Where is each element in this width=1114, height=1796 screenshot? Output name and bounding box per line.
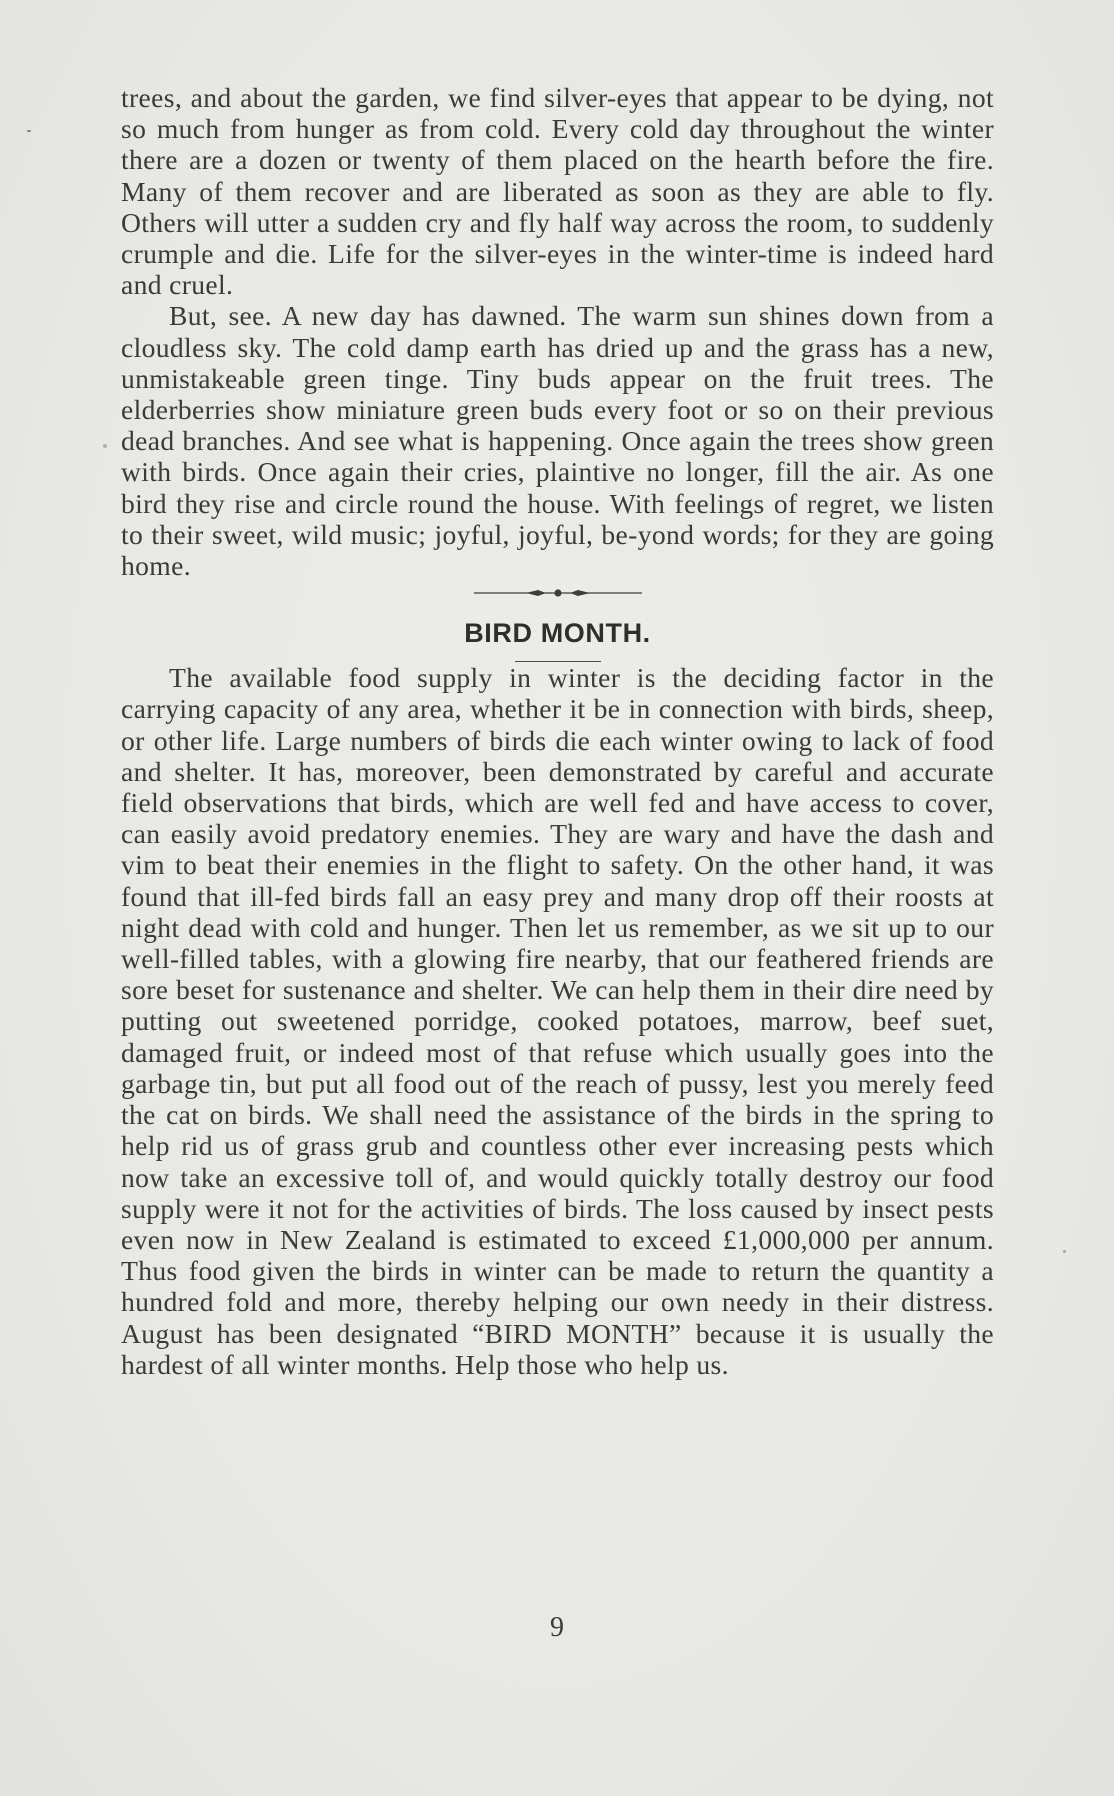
paper-speck <box>1063 1250 1066 1253</box>
section-paragraph: The available food supply in winter is the deciding factor in the carrying capacity of any area, whether it be in connection with birds, sheep, or other life. Large numbers of birds die each winter owing to lack of food and shelter. It has, moreover, been demonstrated by careful and accurate field observations that birds, which are well fed and have access to cover, can easily avoid predatory enemies. They are wary and have the dash and vim to beat their enemies in the flight to safety. On the other hand, it was found that ill-fed birds fall an easy prey and many drop off their roosts at night dead with cold and hunger. Then let us remember, as we sit up to our well-filled tables, with a glowing fire nearby, that our feathered friends are sore beset for sustenance and shelter. We can help them in their dire need by putting out sweetened porridge, cooked potatoes, marrow, beef suet, damaged fruit, or indeed most of that refuse which usually goes into the garbage tin, but put all food out of the reach of pussy, lest you merely feed the cat on birds. We shall need the assistance of the birds in the spring to help rid us of grass grub and countless other ever increasing pests which now take an excessive toll of, and would quickly totally destroy our food supply were it not for the activities of birds. The loss caused by insect pests even now in New Zealand is estimated to exceed £1,000,000 per annum. Thus food given the birds in winter can be made to return the quantity a hundred fold and more, thereby helping our own needy in their distress. August has been designated “BIRD MONTH” because it is usually the hardest of all winter months. Help those who help us. <box>121 662 994 1380</box>
page-number: 9 <box>550 1612 564 1643</box>
paragraph-continued-2: But, see. A new day has dawned. The warm sun shines down from a cloudless sky. The cold damp earth has dried up and the grass has a new, unmistakeable green tinge. Tiny buds appear on the fruit trees. The elderberries show miniature green buds every foot or so on their previous dead branches. And see what is happening. Once again the trees show green with birds. Once again their cries, plaintive no longer, fill the air. As one bird they rise and circle round the house. With feelings of regret, we listen to their sweet, wild music; joyful, joyful, be-yond words; for they are going home. <box>121 300 994 582</box>
ornament-divider <box>474 586 642 600</box>
paragraph-continued-1: trees, and about the garden, we find silver-eyes that appear to be dying, not so much from hunger as from cold. Every cold day throughout the winter there are a dozen or twenty of them placed on the hearth before the fire. Many of them recover and are liberated as soon as they are able to fly. Others will utter a sudden cry and fly half way across the room, to suddenly crumple and die. Life for the silver-eyes in the winter-time is indeed hard and cruel. <box>121 82 994 301</box>
text-column <box>121 82 994 1380</box>
paper-speck <box>27 130 31 132</box>
section-heading: BIRD MONTH. <box>464 618 651 649</box>
paper-speck <box>103 444 107 448</box>
